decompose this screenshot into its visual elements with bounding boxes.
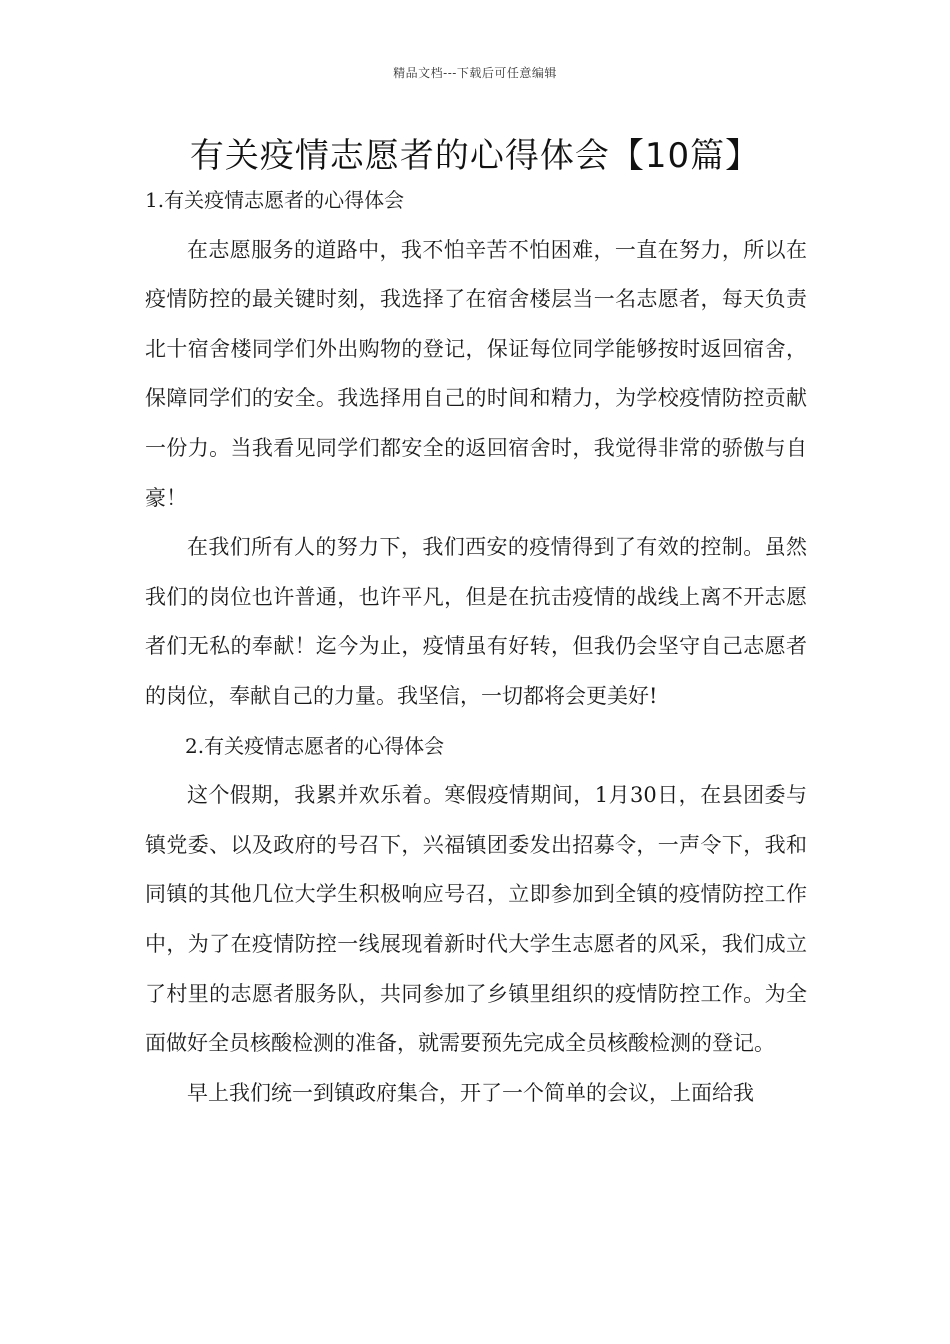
document-body [145, 176, 807, 1118]
section-2-paragraph-1: 这个假期，我累并欢乐着。寒假疫情期间，1月30日，在县团委与镇党委、以及政府的号召下，兴福镇团委发出招募令，一声令下，我和同镇的其他几位大学生积极响应号召，立即参加到全镇的疫情防控工作中，为了在疫情防控一线展现着新时代大学生志愿者的风采，我们成立了村里的志愿者服务队，共同参加了乡镇里组织的疫情防控工作。为全面做好全员核酸检测的准备，就需要预先完成全员核酸检测的登记。 [145, 783, 807, 1056]
section-1-paragraph-2: 在我们所有人的努力下，我们西安的疫情得到了有效的控制。虽然我们的岗位也许普通，也许平凡，但是在抗击疫情的战线上离不开志愿者们无私的奉献！迄今为止，疫情虽有好转，但我仍会坚守自己志愿者的岗位，奉献自己的力量。我坚信，一切都将会更美好! [145, 535, 807, 708]
section-1-paragraph-1: 在志愿服务的道路中，我不怕辛苦不怕困难，一直在努力，所以在疫情防控的最关键时刻，我选择了在宿舍楼层当一名志愿者，每天负责北十宿舍楼同学们外出购物的登记，保证每位同学能够按时返回宿舍，保障同学们的安全。我选择用自己的时间和精力，为学校疫情防控贡献一份力。当我看见同学们都安全的返回宿舍时，我觉得非常的骄傲与自豪！ [145, 237, 807, 510]
document-title: 有关疫情志愿者的心得体会【10篇】 [189, 136, 761, 176]
section-1-heading: 1.有关疫情志愿者的心得体会 [145, 188, 405, 212]
header-note: 精品文档---下载后可任意编辑 [393, 66, 557, 80]
section-2-heading: 2.有关疫情志愿者的心得体会 [185, 733, 445, 758]
section-2-paragraph-2: 早上我们统一到镇政府集合，开了一个简单的会议，上面给我 [187, 1080, 754, 1105]
